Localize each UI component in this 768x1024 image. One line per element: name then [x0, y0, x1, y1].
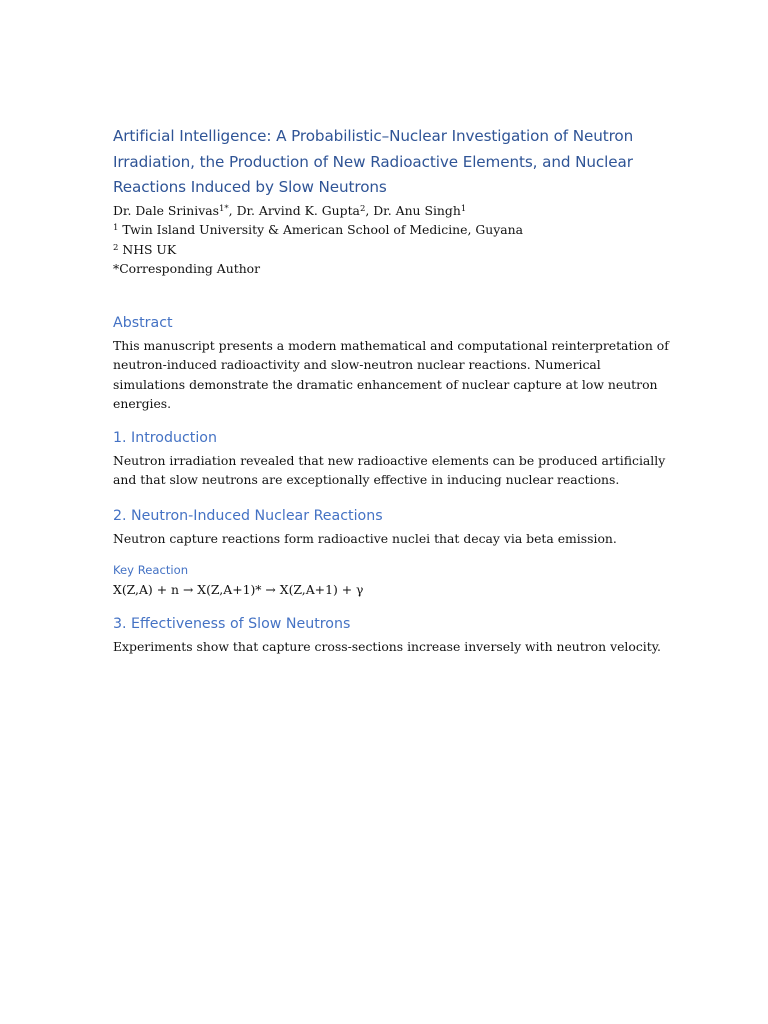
- introduction-text: Neutron irradiation revealed that new radioactive elements can be produced artificially and that slow neutrons are exceptionally effective in inducing nuclear reactions.: [113, 452, 666, 487]
- corresponding-author-note: *Corresponding Author: [113, 261, 261, 276]
- author-list: [113, 201, 673, 221]
- author-name: Dr. Dale Srinivas: [113, 202, 219, 218]
- reaction-equation: X(Z,A) + n → X(Z,A+1)* → X(Z,A+1) + γ: [113, 582, 364, 597]
- nuclear-reactions-heading: 2. Neutron-Induced Nuclear Reactions: [113, 507, 383, 524]
- author-affiliation-marker: 1: [460, 203, 467, 214]
- author-separator: ,: [228, 202, 237, 218]
- key-reaction-heading: Key Reaction: [113, 563, 189, 577]
- abstract-heading: Abstract: [113, 314, 173, 331]
- affiliation-marker: 2: [113, 242, 119, 253]
- affiliation-marker: 1: [113, 223, 119, 233]
- nuclear-reactions-text: Neutron capture reactions form radioactive nuclei that decay via beta emission.: [113, 530, 617, 546]
- introduction-heading: 1. Introduction: [113, 429, 217, 446]
- author-name: Dr. Arvind K. Gupta: [236, 202, 360, 218]
- affiliation-line: [113, 240, 673, 260]
- author-affiliation-marker: 1*: [219, 203, 229, 214]
- abstract-text: This manuscript presents a modern mathematical and computational reinterpretation of neutron-induced radioactivity and slow-neutron nuclear reactions. Numerical simulations demonstrate the dramatic enhancement of nuclear capture at low neutron energies.: [113, 337, 669, 411]
- document-page: [113, 124, 673, 656]
- author-separator: ,: [365, 202, 374, 218]
- author-name: Dr. Anu Singh: [373, 202, 461, 218]
- slow-neutrons-heading: 3. Effectiveness of Slow Neutrons: [113, 615, 351, 632]
- affiliation-text: NHS UK: [118, 241, 177, 257]
- affiliation-line: [113, 220, 673, 240]
- paper-title: Artificial Intelligence: A Probabilistic–Nuclear Investigation of Neutron Irradiation, the Production of New Radioactive Elements, and Nuclear Reactions Induced by Slow Neutrons: [113, 127, 634, 196]
- author-affiliation-marker: 2: [359, 203, 366, 214]
- slow-neutrons-text: Experiments show that capture cross-sections increase inversely with neutron velocity.: [113, 638, 661, 654]
- affiliation-text: Twin Island University & American School of Medicine, Guyana: [118, 222, 523, 237]
